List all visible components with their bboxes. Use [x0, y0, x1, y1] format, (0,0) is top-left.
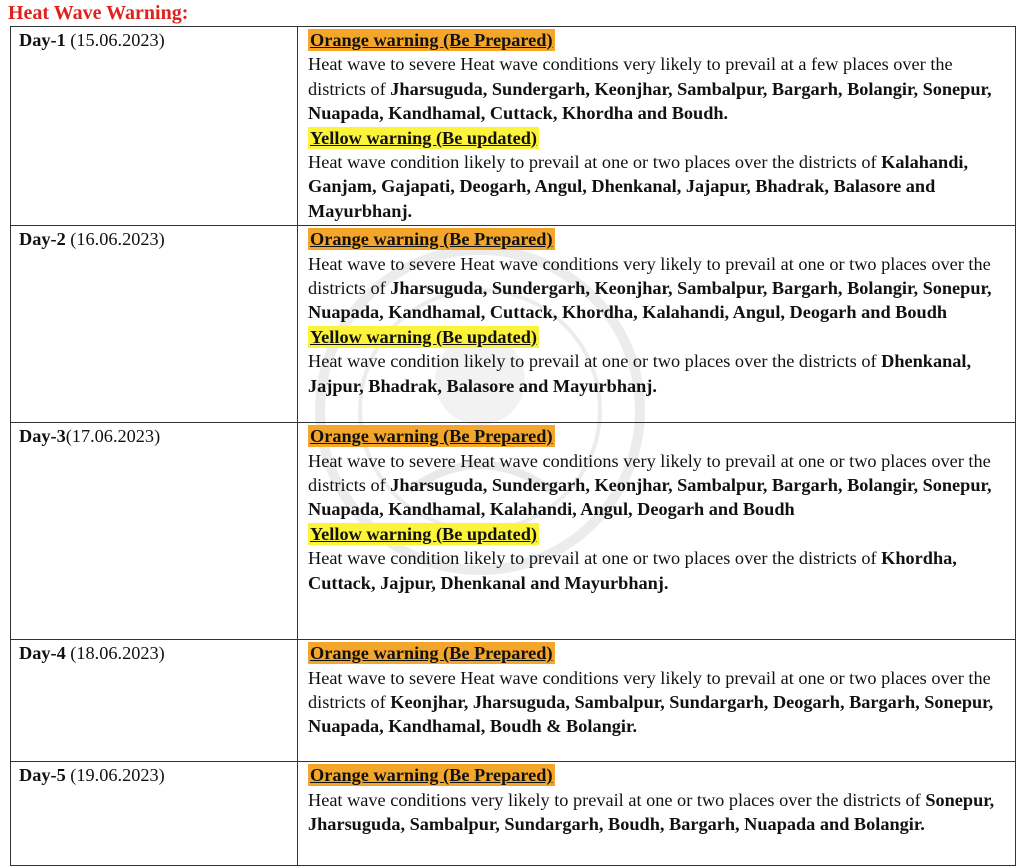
warning-description	[308, 666, 1009, 739]
day-cell	[11, 27, 298, 226]
district-list: Jharsuguda, Sundergarh, Keonjhar, Sambalpur, Bargarh, Bolangir, Sonepur, Nuapada, Kandhamal, Kalahandi, Angul, Deogarh and Boudh	[308, 475, 992, 520]
warning-description	[308, 546, 1009, 595]
orange-warning-label: Orange warning (Be Prepared)	[310, 229, 553, 250]
warning-description	[308, 449, 1009, 522]
day-date: (16.06.2023)	[65, 229, 165, 250]
warning-description	[308, 252, 1009, 325]
page-title: Heat Wave Warning:	[8, 2, 189, 24]
warning-text: Heat wave to severe Heat wave conditions very likely to prevail at one or two places over the districts of	[308, 253, 991, 299]
warning-text: Heat wave to severe Heat wave conditions very likely to prevail at one or two places over the districts of	[308, 667, 991, 713]
day-cell	[11, 423, 298, 640]
warning-text: Heat wave condition likely to prevail at one or two places over the districts of	[308, 351, 882, 372]
warning-text: Heat wave to severe Heat wave conditions very likely to prevail at a few places over the districts of	[308, 54, 953, 99]
day-label: Day-2	[19, 229, 66, 250]
orange-warning-label: Orange warning (Be Prepared)	[310, 643, 553, 664]
district-list: Khordha, Cuttack, Jajpur, Dhenkanal and Mayurbhanj.	[308, 548, 957, 593]
warning-description	[308, 788, 1009, 837]
day-label: Day-3	[19, 426, 66, 447]
table-row	[11, 27, 1016, 226]
district-list: Keonjhar, Jharsuguda, Sambalpur, Sundargarh, Deogarh, Bargarh, Sonepur, Nuapada, Kandhamal, Boudh & Bolangir.	[308, 692, 994, 737]
day-label: Day-4	[19, 643, 66, 664]
warning-description	[308, 52, 1009, 125]
warning-text: Heat wave condition likely to prevail at one or two places over the districts of	[308, 152, 882, 173]
yellow-warning-label: Yellow warning (Be updated)	[310, 523, 538, 544]
day-cell	[11, 762, 298, 866]
orange-warning-label: Orange warning (Be Prepared)	[310, 30, 553, 50]
day-cell	[11, 226, 298, 423]
warning-cell	[298, 226, 1016, 423]
warning-text: Heat wave condition likely to prevail at one or two places over the districts of	[308, 548, 882, 569]
table-row	[11, 226, 1016, 423]
warning-cell	[298, 762, 1016, 866]
district-list: Dhenkanal, Jajpur, Bhadrak, Balasore and Mayurbhanj.	[308, 351, 972, 396]
day-date: (18.06.2023)	[65, 643, 165, 664]
orange-warning-label: Orange warning (Be Prepared)	[310, 426, 553, 447]
warning-text: Heat wave conditions very likely to prevail at one or two places over the districts of	[308, 789, 926, 810]
day-cell	[11, 640, 298, 762]
district-list: Jharsuguda, Sundergarh, Keonjhar, Sambalpur, Bargarh, Bolangir, Sonepur, Nuapada, Kandhamal, Cuttack, Khordha, Kalahandi, Angul, Deogarh and Boudh	[308, 278, 992, 323]
day-date: (15.06.2023)	[65, 30, 165, 50]
district-list: Sonepur, Jharsuguda, Sambalpur, Sundargarh, Boudh, Bargarh, Nuapada and Bolangir.	[308, 789, 995, 835]
warning-description	[308, 150, 1009, 223]
table-row	[11, 423, 1016, 640]
district-list: Kalahandi, Ganjam, Gajapati, Deogarh, Angul, Dhenkanal, Jajapur, Bhadrak, Balasore and Mayurbhanj.	[308, 152, 969, 221]
table-row	[11, 762, 1016, 866]
day-label: Day-5	[19, 765, 66, 786]
warning-text: Heat wave to severe Heat wave conditions very likely to prevail at one or two places over the districts of	[308, 450, 991, 496]
yellow-warning-label: Yellow warning (Be updated)	[310, 127, 538, 148]
warning-cell	[298, 423, 1016, 640]
warning-table	[10, 26, 1016, 866]
orange-warning-label: Orange warning (Be Prepared)	[310, 765, 553, 786]
day-label: Day-1	[19, 30, 66, 50]
day-date: (19.06.2023)	[65, 765, 165, 786]
yellow-warning-label: Yellow warning (Be updated)	[310, 326, 538, 347]
district-list: Jharsuguda, Sundergarh, Keonjhar, Sambalpur, Bargarh, Bolangir, Sonepur, Nuapada, Kandhamal, Cuttack, Khordha and Boudh.	[308, 78, 992, 124]
warning-cell	[298, 640, 1016, 762]
table-row	[11, 640, 1016, 762]
warning-cell	[298, 27, 1016, 226]
warning-description	[308, 349, 1009, 398]
day-date: (17.06.2023)	[65, 426, 161, 447]
